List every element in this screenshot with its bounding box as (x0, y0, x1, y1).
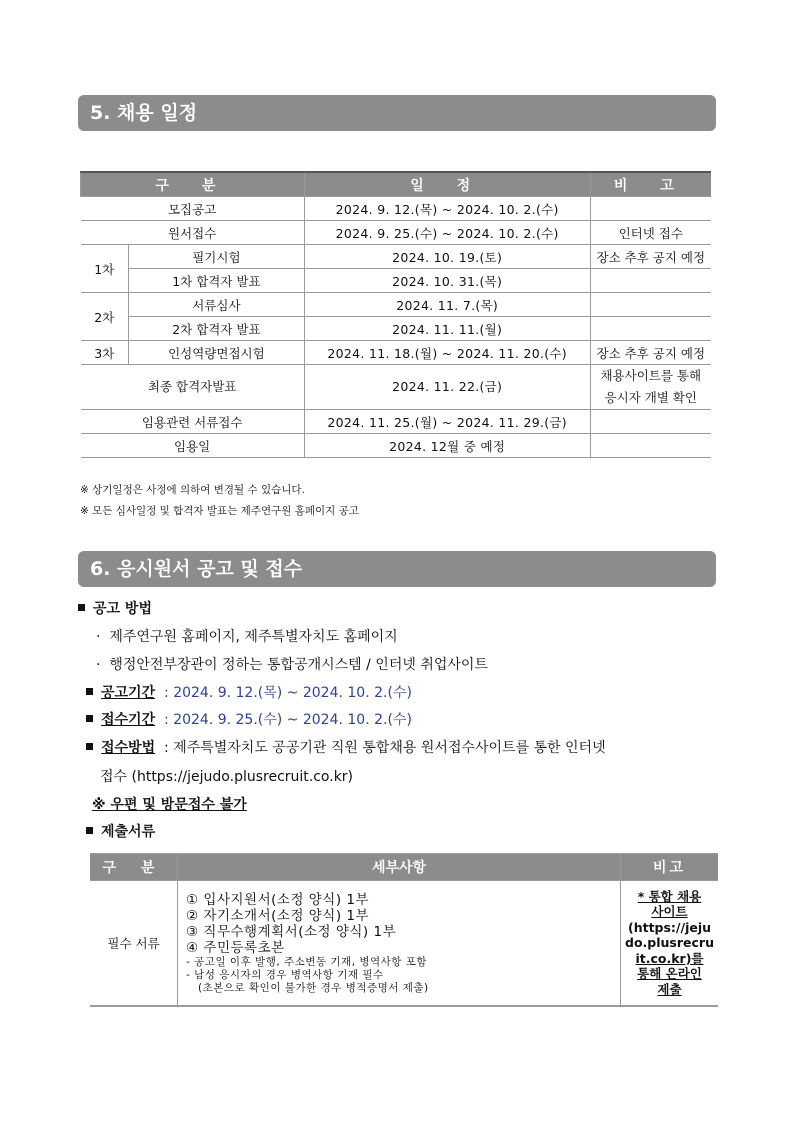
receipt-method-label: 접수방법 (101, 740, 156, 756)
announce-method-heading (78, 598, 152, 618)
schedule-header-row (81, 172, 712, 197)
row-date: 2024. 9. 25.(수) ~ 2024. 10. 2.(수) (304, 221, 590, 245)
table-row (81, 293, 712, 317)
row-note (590, 365, 711, 410)
row-date: 2024. 10. 31.(목) (304, 269, 590, 293)
doc-subitem: (초본으로 확인이 불가한 경우 병적증명서 제출) (198, 981, 429, 994)
header-remark: 비 고 (590, 172, 711, 197)
row-label: 인성역량면접시험 (128, 341, 304, 365)
header-details: 세부사항 (178, 854, 621, 881)
row-note: 장소 추후 공지 예정 (590, 341, 711, 365)
doc-remark-line: 제출 (657, 981, 682, 997)
table-row (81, 434, 712, 458)
square-bullet-icon (86, 688, 93, 695)
doc-remark-line: (https://jeju (627, 919, 712, 935)
row-date: 2024. 11. 11.(월) (304, 317, 590, 341)
row-note (590, 197, 711, 221)
doc-remark-line: * 통합 채용 (637, 888, 702, 904)
documents-header-row (90, 854, 718, 881)
table-row (81, 269, 712, 293)
doc-subitem: - 남성 응시자의 경우 병역사항 기재 필수 (186, 968, 384, 981)
table-row (90, 881, 718, 1007)
row-date: 2024. 12월 중 예정 (304, 434, 590, 458)
submit-docs-heading (86, 821, 155, 841)
table-row (81, 221, 712, 245)
doc-remark (621, 881, 719, 1007)
row-label: 임용일 (81, 434, 305, 458)
row-note (590, 317, 711, 341)
row-label: 최종 합격자발표 (81, 365, 305, 410)
row-note (590, 434, 711, 458)
list-item (96, 654, 488, 674)
doc-subitem: - 공고일 이후 발행, 주소변동 기재, 병역사항 포함 (186, 955, 428, 968)
row-label: 임용관련 서류접수 (81, 410, 305, 434)
receipt-method-value: 제주특별자치도 공공기관 직원 통합채용 원서접수사이트를 통한 인터넷 (173, 740, 606, 756)
schedule-note: ※ 모든 심사일정 및 합격자 발표는 제주연구원 홈페이지 공고 (80, 505, 359, 517)
schedule-note: ※ 상기일정은 사정에 의하여 변경될 수 있습니다. (80, 484, 305, 496)
table-row (81, 410, 712, 434)
row-note (590, 269, 711, 293)
doc-remark-line: do.plusrecru (625, 935, 714, 951)
square-bullet-icon (78, 604, 85, 611)
header-remark: 비고 (621, 854, 719, 881)
row-label: 2차 합격자 발표 (128, 317, 304, 341)
row-stage: 1차 (81, 245, 129, 293)
table-row (81, 365, 712, 410)
row-note: 인터넷 접수 (590, 221, 711, 245)
announce-period-label: 공고기간 (101, 685, 156, 701)
table-row (81, 317, 712, 341)
header-schedule: 일 정 (304, 172, 590, 197)
row-date: 2024. 10. 19.(토) (304, 245, 590, 269)
table-row (81, 245, 712, 269)
row-label: 원서접수 (81, 221, 305, 245)
header-category: 구 분 (81, 172, 305, 197)
row-date: 2024. 11. 22.(금) (304, 365, 590, 410)
square-bullet-icon (86, 715, 93, 722)
doc-item: ① 입사지원서(소정 양식) 1부 (186, 891, 370, 908)
doc-details (178, 881, 621, 1007)
list-item-text: 제주연구원 홈페이지, 제주특별자치도 홈페이지 (109, 629, 398, 645)
row-label: 1차 합격자 발표 (128, 269, 304, 293)
row-label: 필기시험 (128, 245, 304, 269)
receipt-method-url: 접수 (https://jejudo.plusrecruit.co.kr) (100, 769, 354, 785)
row-stage: 2차 (81, 293, 129, 341)
announce-method-label: 공고 방법 (93, 601, 152, 617)
row-note (590, 410, 711, 434)
no-mail-notice: ※ 우편 및 방문접수 불가 (92, 797, 247, 813)
list-item-text: 행정안전부장관이 정하는 통합공개시스템 / 인터넷 취업사이트 (109, 657, 488, 673)
doc-item: ③ 직무수행계획서(소정 양식) 1부 (186, 923, 397, 940)
dot-bullet-icon: · (96, 657, 101, 673)
submit-docs-label: 제출서류 (101, 824, 156, 840)
dot-bullet-icon: · (96, 629, 101, 645)
announce-period-value: 2024. 9. 12.(목) ~ 2024. 10. 2.(수) (173, 685, 412, 701)
row-note-line: 채용사이트를 통해 (600, 368, 702, 383)
table-row (81, 341, 712, 365)
doc-remark-line: it.co.kr)를 (635, 950, 704, 966)
section-5-title: 5. 채용 일정 (78, 95, 716, 131)
doc-item: ② 자기소개서(소정 양식) 1부 (186, 907, 370, 924)
header-category: 구 분 (90, 854, 178, 881)
section-6-title: 6. 응시원서 공고 및 접수 (78, 551, 716, 587)
square-bullet-icon (86, 743, 93, 750)
row-date: 2024. 9. 12.(목) ~ 2024. 10. 2.(수) (304, 197, 590, 221)
receipt-method: 접수방법 : 제주특별자치도 공공기관 직원 통합채용 원서접수사이트를 통한 인터넷 (86, 737, 718, 757)
table-row (81, 197, 712, 221)
announce-period: 공고기간 : 2024. 9. 12.(목) ~ 2024. 10. 2.(수) (86, 682, 412, 702)
row-date: 2024. 11. 18.(월) ~ 2024. 11. 20.(수) (304, 341, 590, 365)
row-label: 서류심사 (128, 293, 304, 317)
row-label: 모집공고 (81, 197, 305, 221)
receipt-period-label: 접수기간 (101, 712, 156, 728)
receipt-period: 접수기간 : 2024. 9. 25.(수) ~ 2024. 10. 2.(수) (86, 709, 412, 729)
row-date: 2024. 11. 25.(월) ~ 2024. 11. 29.(금) (304, 410, 590, 434)
row-note: 장소 추후 공지 예정 (590, 245, 711, 269)
receipt-period-value: 2024. 9. 25.(수) ~ 2024. 10. 2.(수) (173, 712, 412, 728)
row-date: 2024. 11. 7.(목) (304, 293, 590, 317)
row-note-line: 응시자 개별 확인 (604, 390, 698, 405)
doc-remark-line: 사이트 (651, 904, 688, 920)
documents-table (90, 853, 718, 1007)
doc-item: ④ 주민등록초본 (186, 939, 285, 956)
schedule-table (80, 171, 711, 458)
doc-category: 필수 서류 (90, 881, 178, 1007)
list-item (96, 626, 398, 646)
square-bullet-icon (86, 827, 93, 834)
row-stage: 3차 (81, 341, 129, 365)
doc-remark-line: 통해 온라인 (637, 966, 702, 982)
row-note (590, 293, 711, 317)
